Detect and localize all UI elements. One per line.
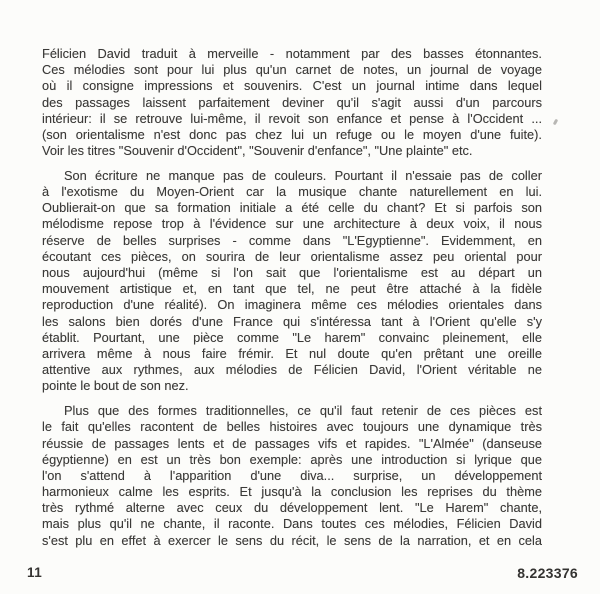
scan-speck-artifact (553, 119, 558, 126)
text-line: arrivera même à nous faire frémir. Et nul doute qu'en prêtant une oreille (42, 345, 542, 361)
text-line: égyptienne) en est un très bon exemple: après une introduction si lyrique que (42, 451, 542, 467)
text-line: réussie de passages lents et de passages vifs et rapides. "L'Almée" (danseuse (42, 435, 542, 451)
text-line: le fait qu'elles racontent de belles histoires avec toujours une dynamique très (42, 419, 542, 435)
text-line: intérieur: il se retrouve lui-même, il revoit son enfance et pense à l'Occident ... (42, 110, 542, 126)
text-line: Plus que des formes traditionnelles, ce qu'il faut retenir de ces pièces est (64, 403, 542, 419)
text-line: reproduction d'une réalité). On imaginera même ces mélodies orientales dans (42, 297, 542, 313)
text-line: l'on s'attend à l'apparition d'une diva... surprise, un développement (42, 467, 542, 483)
text-line: harmonieux calme les esprits. Et jusqu'à la conclusion les reprises du thème (42, 484, 542, 500)
text-line: nous aujourd'hui (même si l'on sait que l'orientalisme est au départ un (42, 265, 542, 281)
text-line: attentive aux rythmes, aux mélodies de Félicien David, l'Orient véritable ne (42, 362, 542, 378)
text-line: où il consigne impressions et souvenirs. C'est un journal intime dans lequel (42, 78, 542, 94)
text-line: très rythmé alterne avec ceux du développement lent. "Le Harem" chante, (42, 500, 542, 516)
text-line: s'est plu en effet à exercer le sens du récit, le sens de la narration, et en cela (42, 532, 542, 548)
text-line: Son écriture ne manque pas de couleurs. Pourtant il n'essaie pas de coller (64, 167, 542, 183)
text-line: mouvement artistique et, en tant que tel, ne peut être attaché à la fidèle (42, 281, 542, 297)
liner-notes-text (42, 46, 542, 549)
text-line: réserve de belles surprises - comme dans "L'Egyptienne". Evidemment, en (42, 232, 542, 248)
text-line: les salons bien dorés d'une France qui s'intéressa tant à l'Orient qu'elle s'y (42, 313, 542, 329)
text-line: Oublierait-on que sa formation initiale a été celle du chant? Et si parfois son (42, 200, 542, 216)
text-line: Voir les titres "Souvenir d'Occident", "Souvenir d'enfance", "Une plainte" etc. (42, 143, 473, 159)
text-line: écoutant ces pièces, on sourira de leur orientalisme assez peu oriental pour (42, 248, 542, 264)
text-line: mélodisme repose trop à l'évidence sur une architecture à deux voix, il nous (42, 216, 542, 232)
text-line: (son orientalisme n'est donc pas chez lui un refuge ou le moyen d'une fuite). (42, 126, 542, 142)
text-line: des passages laissent parfaitement deviner qu'il s'agit aussi d'un parcours (42, 94, 542, 110)
text-line: pointe le bout de son nez. (42, 378, 189, 394)
paragraph-2 (42, 168, 542, 395)
paragraph-1 (42, 46, 542, 159)
text-line: mais plus qu'il ne chante, il raconte. Dans toutes ces mélodies, Félicien David (42, 516, 542, 532)
catalog-number: 8.223376 (517, 565, 578, 581)
page-number: 11 (27, 565, 43, 580)
text-line: établit. Pourtant, une pièce comme "Le harem" convainc pleinement, elle (42, 329, 542, 345)
paragraph-3 (42, 403, 542, 549)
text-line: Ces mélodies sont pour lui plus qu'un carnet de notes, un journal de voyage (42, 62, 542, 78)
text-line: à l'exotisme du Moyen-Orient car la musique chante naturellement en lui. (42, 184, 542, 200)
text-line: Félicien David traduit à merveille - notamment par des basses étonnantes. (42, 46, 542, 61)
